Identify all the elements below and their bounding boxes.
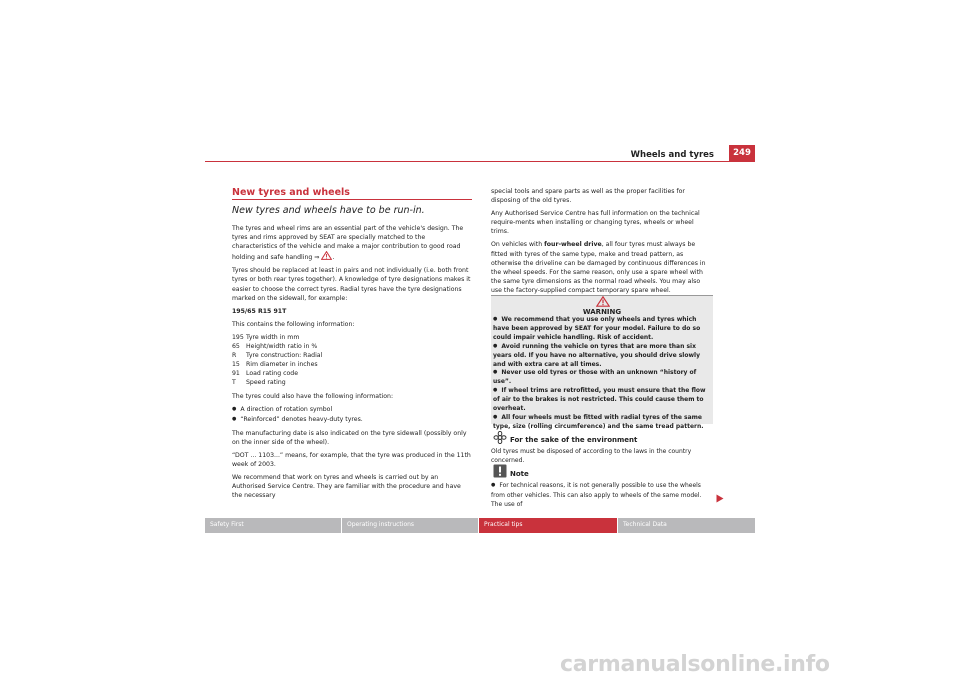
paragraph	[491, 240, 713, 295]
legend-key: 91	[232, 370, 240, 378]
warning-item: ● Never use old tyres or those with an unknown “history of use”.	[493, 369, 711, 387]
warning-icon	[596, 296, 610, 307]
tab-safety-first[interactable]: Safety First	[205, 518, 341, 533]
legend-row	[232, 351, 472, 360]
bullet-list	[232, 405, 472, 425]
left-column	[232, 224, 472, 504]
tab-operating-instructions[interactable]: Operating instructions	[342, 518, 478, 533]
legend-value: Load rating code	[246, 370, 299, 378]
legend-key: 65	[232, 343, 240, 351]
environment-icon	[493, 431, 507, 444]
legend-row	[232, 333, 472, 342]
legend-row	[232, 369, 472, 378]
paragraph-text: On vehicles with	[491, 241, 545, 249]
paragraph: Tyres should be replaced at least in pairs and not individually (i.e. both front tyres or both rear tyres together). A knowledge of tyre designations makes it easier to choose the correct tyres. Radial tyres have the tyre designations marked on the sidewall, for example:	[232, 267, 471, 302]
tab-practical-tips[interactable]: Practical tips	[479, 518, 617, 533]
tyre-legend	[232, 333, 472, 388]
note-item: ● For technical reasons, it is not generally possible to use the wheels from other vehicles. This can also apply to wheels of the same model. The use of	[491, 482, 701, 508]
paragraph: The manufacturing date is also indicated on the tyre sidewall (possibly only on the inner side of the wheel).	[232, 429, 467, 446]
warning-text	[493, 316, 711, 432]
section-title: Wheels and tyres	[630, 150, 714, 160]
page-number: 249	[729, 145, 755, 162]
legend-value: Tyre width in mm	[246, 333, 300, 341]
legend-key: 15	[232, 361, 240, 369]
legend-key: R	[232, 352, 237, 360]
paragraph-end: .	[332, 254, 335, 262]
legend-row	[232, 360, 472, 369]
note-text	[491, 481, 713, 509]
continue-arrow-icon	[716, 494, 724, 503]
paragraph: Any Authorised Service Centre has full information on the technical require-ments when installing or changing tyres, wheels or wheel trims.	[491, 210, 700, 236]
environment-title: For the sake of the environment	[510, 436, 638, 444]
paragraph-emphasis: four-wheel drive	[544, 241, 602, 249]
paragraph-text: The tyres and wheel rims are an essential part of the vehicle's design. The tyres and rims approved by SEAT are specially matched to the characteristics of the vehicle and make a major contribution to good road holding and safe handling ⇒	[232, 225, 464, 262]
warning-item: ● All four wheels must be fitted with radial tyres of the same type, size (rolling circumference) and the same tread pattern.	[493, 414, 711, 432]
section-heading: New tyres and wheels	[232, 187, 350, 198]
legend-row	[232, 378, 472, 387]
environment-text: Old tyres must be disposed of according to the laws in the country concerned.	[491, 448, 692, 464]
paragraph: “DOT ... 1103...” means, for example, that the tyre was produced in the 11th week of 2003.	[232, 451, 471, 469]
warning-icon	[321, 251, 335, 262]
legend-key: 195	[232, 333, 244, 341]
legend-value: Height/width ratio in %	[246, 343, 318, 351]
paragraph: The tyres could also have the following information:	[232, 392, 394, 400]
paragraph-text: , all four tyres must always be fitted with tyres of the same type, make and tread pattern, as otherwise the driveline can be damaged by continuous differences in the wheel speeds. For the same reason, only use a spare wheel with the same tyre dimensions as the normal road wheels. You may also use the factory-supplied compact temporary spare wheel.	[491, 241, 706, 294]
paragraph	[232, 224, 472, 262]
watermark: carmanualsonline.info	[560, 652, 830, 677]
header-divider	[205, 161, 755, 162]
warning-item: ● Avoid running the vehicle on tyres that are more than six years old. If you have no alternative, you should drive slowly and with extra care at all times.	[493, 343, 711, 370]
legend-value: Tyre construction: Radial	[246, 352, 323, 360]
legend-value: Speed rating	[246, 379, 286, 387]
legend-key: T	[232, 379, 236, 387]
warning-item: ● We recommend that you use only wheels and tyres which have been approved by SEAT for your model. Failure to do so could impair vehicle handling. Risk of accident.	[493, 316, 711, 343]
legend-value: Rim diameter in inches	[246, 361, 318, 369]
paragraph: special tools and spare parts as well as the proper facilities for disposing of the old tyres.	[491, 188, 685, 205]
legend-row	[232, 342, 472, 351]
paragraph: We recommend that work on tyres and wheels is carried out by an Authorised Service Centre. They are familiar with the procedure and have the necessary	[232, 474, 461, 500]
list-item: ● “Reinforced” denotes heavy-duty tyres.	[232, 415, 472, 425]
note-icon	[493, 464, 507, 478]
list-item: ● A direction of rotation symbol	[232, 405, 472, 415]
paragraph: This contains the following information:	[232, 320, 355, 328]
tab-technical-data[interactable]: Technical Data	[618, 518, 755, 533]
note-title: Note	[510, 470, 529, 478]
tyre-code: 195/65 R15 91T	[232, 307, 287, 315]
right-column	[491, 187, 713, 299]
heading-divider	[232, 199, 472, 200]
section-subheading: New tyres and wheels have to be run-in.	[232, 205, 425, 216]
warning-title: WARNING	[582, 308, 622, 316]
warning-item: ● If wheel trims are retrofitted, you must ensure that the flow of air to the brakes is not restricted. This could cause them to overheat.	[493, 387, 711, 414]
